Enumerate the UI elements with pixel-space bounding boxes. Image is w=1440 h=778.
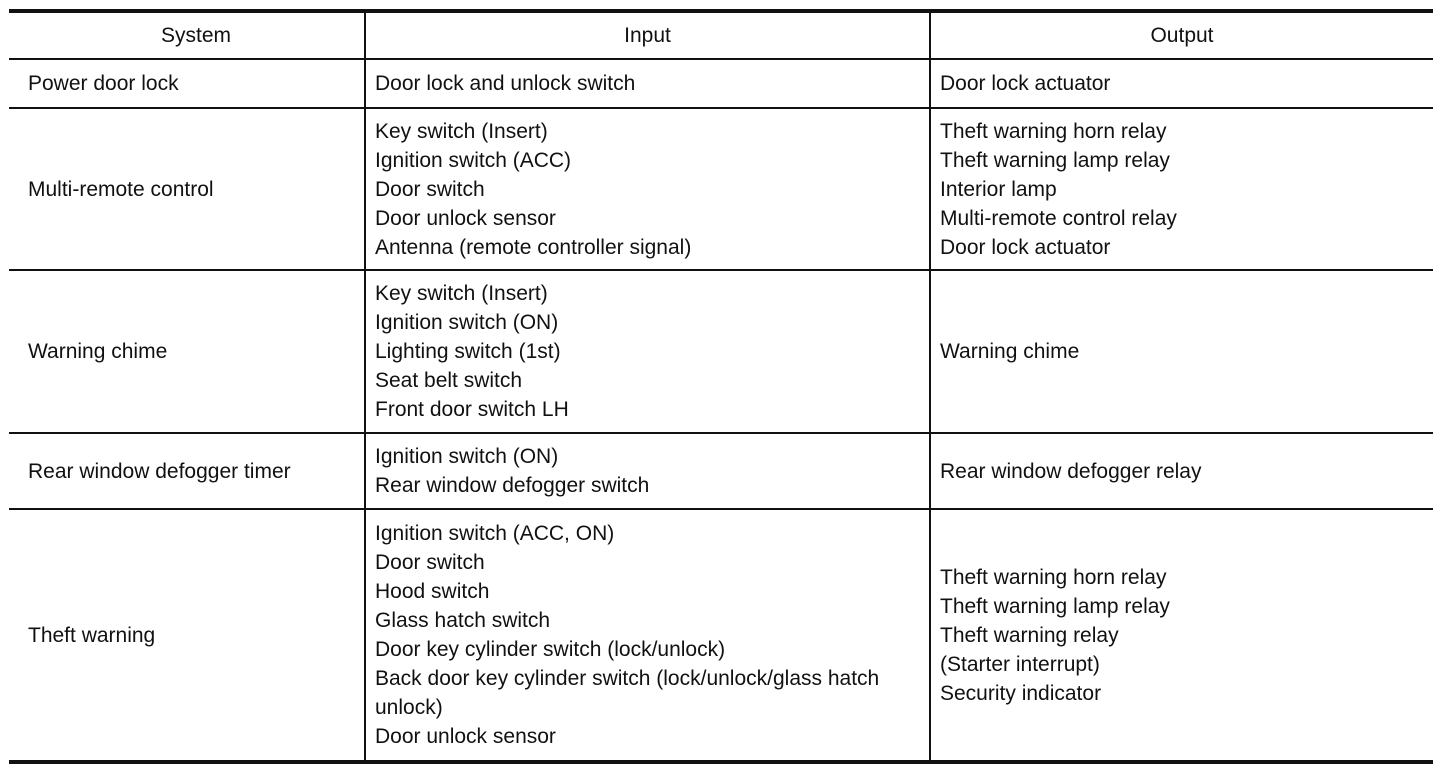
input-item: Door switch — [375, 177, 485, 201]
input-cell — [365, 59, 930, 108]
header-system: System — [9, 11, 365, 59]
input-item: Door key cylinder switch (lock/unlock) — [375, 638, 726, 661]
input-item: Glass hatch switch — [375, 609, 551, 632]
input-item: Door lock and unlock switch — [375, 72, 636, 95]
output-item: Theft warning lamp relay — [940, 148, 1170, 172]
system-io-table-container — [9, 9, 1433, 764]
input-item: Rear window defogger switch — [375, 474, 650, 497]
system-cell: Warning chime — [9, 270, 365, 433]
input-item: Door switch — [375, 551, 485, 574]
table-header-row — [9, 11, 1433, 59]
system-cell: Multi-remote control — [9, 108, 365, 270]
output-item: Door lock actuator — [940, 235, 1111, 259]
input-item: Ignition switch (ON) — [375, 311, 559, 334]
system-cell: Theft warning — [28, 623, 156, 647]
system-cell: Rear window defogger timer — [9, 433, 365, 509]
output-item: Theft warning lamp relay — [940, 594, 1170, 618]
output-item: Theft warning horn relay — [940, 565, 1167, 589]
table-row — [9, 433, 1433, 509]
output-item: Theft warning relay — [940, 623, 1119, 647]
output-cell — [930, 509, 1433, 762]
header-input: Input — [365, 11, 930, 59]
header-output: Output — [930, 11, 1433, 59]
output-cell — [930, 59, 1433, 108]
table-row — [9, 270, 1433, 433]
input-cell — [365, 270, 930, 433]
system-io-table — [9, 9, 1433, 764]
output-item: Security indicator — [940, 681, 1102, 705]
input-item: Seat belt switch — [375, 369, 523, 392]
output-cell — [930, 270, 1433, 433]
table-row — [9, 509, 1433, 762]
input-item: Door unlock sensor — [375, 206, 556, 230]
input-item: Ignition switch (ACC) — [375, 148, 572, 172]
output-item: Multi-remote control relay — [940, 206, 1177, 230]
input-item: Key switch (Insert) — [375, 119, 548, 143]
output-item: Interior lamp — [940, 177, 1057, 201]
output-cell — [930, 433, 1433, 509]
output-item: Warning chime — [940, 340, 1080, 363]
input-item: Front door switch LH — [375, 398, 569, 421]
output-item: Rear window defogger relay — [940, 459, 1202, 483]
input-cell — [365, 433, 930, 509]
system-cell: Power door lock — [9, 59, 365, 108]
input-item: Ignition switch (ON) — [375, 445, 559, 468]
input-item: Hood switch — [375, 580, 490, 603]
output-item: Door lock actuator — [940, 72, 1111, 95]
input-cell — [365, 509, 930, 762]
input-item: Door unlock sensor — [375, 725, 556, 748]
output-item: (Starter interrupt) — [940, 652, 1100, 676]
input-item: Antenna (remote controller signal) — [375, 235, 692, 259]
output-cell — [930, 108, 1433, 270]
input-item: Lighting switch (1st) — [375, 340, 561, 363]
input-item: Ignition switch (ACC, ON) — [375, 522, 615, 545]
input-item: Back door key cylinder switch (lock/unlock/glass hatch unlock) — [375, 667, 880, 719]
table-row — [9, 108, 1433, 270]
input-cell — [365, 108, 930, 270]
input-item: Key switch (Insert) — [375, 282, 548, 305]
output-item: Theft warning horn relay — [940, 119, 1167, 143]
table-row — [9, 59, 1433, 108]
